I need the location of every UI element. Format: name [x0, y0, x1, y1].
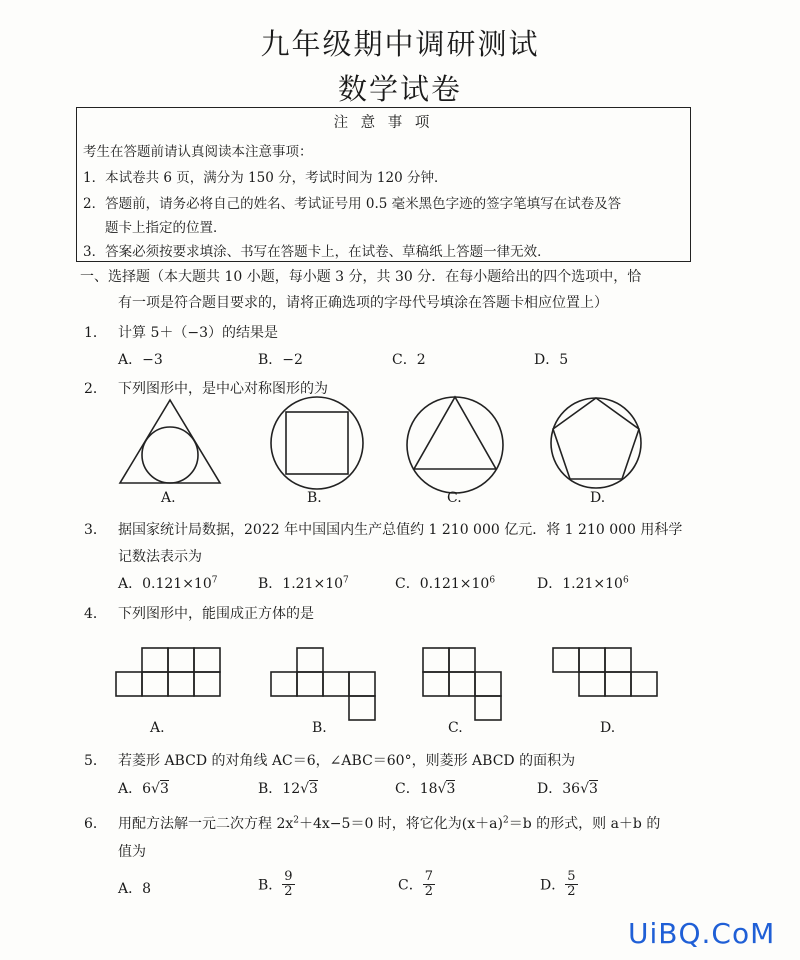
section-instructions: 有一项是符合题目要求的，请将正确选项的字母代号填涂在答题卡相应位置上）: [118, 295, 608, 311]
figure-label-a: A.: [161, 490, 176, 506]
option-a: A．8: [118, 881, 152, 897]
notice-line: 2．答题前，请务必将自己的姓名、考试证号用 0.5 毫米黑色字迹的签字笔填写在试卷及答: [83, 196, 622, 212]
net-label-b: B.: [312, 720, 327, 736]
option-c: C． $\frac{7}{2}$: [398, 869, 433, 899]
option-b: B． $\frac{9}{2}$: [258, 869, 293, 899]
net-b: [271, 648, 375, 720]
question-text: 据国家统计局数据，2022 年中国国内生产总值约 1 210 000 亿元．将 1 210 000 用科学: [118, 522, 683, 538]
question-text: 用配方法解一元二次方程 $2x^2+4x-5=0$ 时，将它化为$(x+a)^2=b$ 的形式，则 a＋b 的: [118, 815, 661, 832]
option-d: D． $\frac{5}{2}$: [540, 869, 576, 899]
question-text: 值为: [118, 844, 146, 860]
option-d: D．5: [534, 352, 569, 368]
option-c: C．$0.121\times 10^6$: [395, 575, 496, 592]
option-a: A．6√3: [118, 781, 169, 797]
question-text: 记数法表示为: [118, 549, 202, 565]
option-c: C．2: [392, 352, 426, 368]
option-b: B．−2: [258, 352, 303, 368]
notice-heading: 注 意 事 项: [333, 115, 434, 131]
option-b: B．$1.21\times 10^7$: [258, 575, 349, 592]
question-text: 下列图形中，是中心对称图形的为: [118, 381, 328, 397]
option-b: B．12√3: [258, 781, 318, 797]
net-c: [423, 648, 501, 720]
option-d: D．$1.21\times 10^6$: [537, 575, 629, 592]
question-number: 3．: [84, 522, 107, 538]
option-c: C．18√3: [395, 781, 456, 797]
question-text: 计算 5＋（−3）的结果是: [118, 325, 278, 341]
question-number: 5．: [84, 753, 107, 769]
net-a: [116, 648, 220, 696]
option-d: D．36√3: [537, 781, 598, 797]
question-number: 6．: [84, 816, 107, 832]
figure-a-triangle-incircle: [120, 400, 220, 483]
net-label-a: A.: [150, 720, 165, 736]
notice-line: 1．本试卷共 6 页，满分为 150 分，考试时间为 120 分钟．: [83, 170, 448, 186]
notice-line: 考生在答题前请认真阅读本注意事项：: [83, 144, 313, 160]
section-heading: 一、选择题（本大题共 10 小题，每小题 3 分，共 30 分．在每小题给出的四个选项中，恰: [80, 269, 642, 285]
figure-b-circle-square: [271, 397, 363, 489]
paper-subtitle: 数学试卷: [337, 72, 462, 106]
figure-label-d: D.: [590, 490, 606, 506]
figure-label-c: C.: [447, 490, 462, 506]
net-label-c: C.: [448, 720, 463, 736]
figure-label-b: B.: [307, 490, 322, 506]
question-number: 1．: [84, 325, 107, 341]
net-label-d: D.: [600, 720, 616, 736]
question-text: 下列图形中，能围成正方体的是: [118, 606, 314, 622]
watermark: UiBQ.CoM: [628, 917, 776, 950]
notice-line: 题卡上指定的位置．: [105, 220, 227, 236]
notice-line: 3．答案必须按要求填涂、书写在答题卡上，在试卷、草稿纸上答题一律无效．: [83, 244, 551, 260]
question-number: 4．: [84, 606, 107, 622]
figure-c-circle-triangle: [407, 397, 503, 493]
figure-d-circle-pentagon: [551, 398, 641, 488]
question-number: 2．: [84, 381, 107, 397]
option-a: A．−3: [118, 352, 163, 368]
option-a: A．$0.121\times 10^7$: [118, 575, 218, 592]
question-text: 若菱形 ABCD 的对角线 AC＝6，∠ABC＝60°，则菱形 ABCD 的面积为: [118, 753, 576, 769]
net-d: [553, 648, 657, 696]
paper-title: 九年级期中调研测试: [260, 27, 540, 61]
